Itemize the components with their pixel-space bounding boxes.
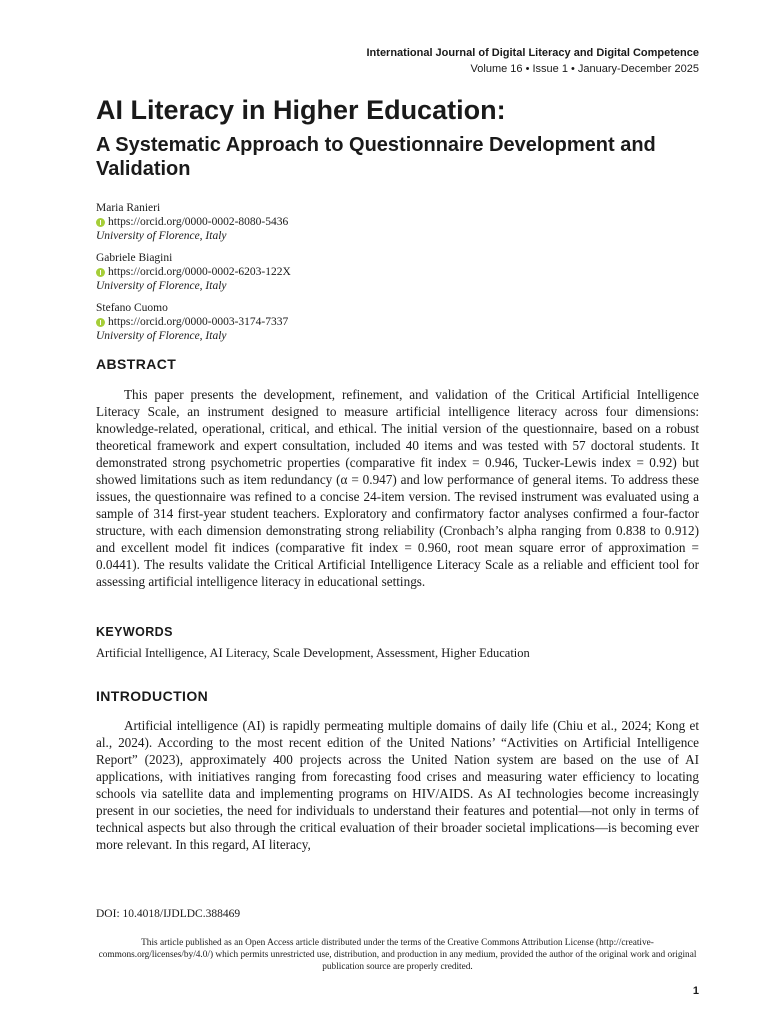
keywords-text: Artificial Intelligence, AI Literacy, Scale Development, Assessment, Higher Education [96,646,530,660]
orcid-row [96,215,496,229]
author-affiliation: University of Florence, Italy [96,230,227,242]
author-name: Stefano Cuomo [96,302,168,314]
author-block [96,251,496,293]
abstract-heading: ABSTRACT [96,356,177,372]
author-affiliation: University of Florence, Italy [96,330,227,342]
orcid-icon [96,218,105,227]
author-name: Gabriele Biagini [96,252,173,264]
orcid-icon [96,318,105,327]
orcid-row [96,265,496,279]
orcid-icon [96,268,105,277]
page-number: 1 [692,985,699,997]
orcid-row [96,315,496,329]
orcid-link[interactable]: https://orcid.org/0000-0003-3174-7337 [108,316,289,328]
article-title: AI Literacy in Higher Education: [96,95,506,125]
introduction-text: Artificial intelligence (AI) is rapidly permeating multiple domains of daily life (Chiu et al., 2024; Kong et al., 2024). According to the most recent edition of the United Nations’ “Activities on Artificial Intelligence Report” (2023), approximately 400 projects across the United Nation system are based on the use of AI applications, with initiatives ranging from forecasting food crises and measuring water efficiency to locating schools via satellite data and implementing programs on HIV/AIDS. As AI technologies become increasingly present in our societies, the need for individuals to understand their features and potential—not only in terms of technical aspects but also through the critical evaluation of their broader societal implications—is becoming ever more relevant. In this regard, AI literacy, [96,718,699,852]
author-list [96,201,496,351]
author-name: Maria Ranieri [96,202,161,214]
license-notice: This article published as an Open Access article distributed under the terms of the Creative Commons Attribution License (http://creative-commons.org/licenses/by/4.0/) which permits unrestricted use, distribution, and production in any medium, provided the author of the original work and original publication source are properly credited. [98,938,697,972]
orcid-link[interactable]: https://orcid.org/0000-0002-8080-5436 [108,216,289,228]
doi[interactable]: DOI: 10.4018/IJDLDC.388469 [96,908,241,920]
journal-name: International Journal of Digital Literacy and Digital Competence [366,47,699,59]
article-subtitle: A Systematic Approach to Questionnaire Development and Validation [96,134,656,180]
orcid-link[interactable]: https://orcid.org/0000-0002-6203-122X [108,266,291,278]
abstract-text: This paper presents the development, refinement, and validation of the Critical Artificial Intelligence Literacy Scale, an instrument designed to measure artificial intelligence literacy across four dimensions: knowledge-related, operational, critical, and ethical. The initial version of the questionnaire, based on a robust theoretical framework and expert consultation, included 40 items and was tested with 57 doctoral students. It demonstrated strong psychometric properties (comparative fit index = 0.946, Tucker-Lewis index = 0.92) but showed limitations such as item redundancy (α = 0.947) and low performance of general items. To address these issues, the questionnaire was refined to a concise 24-item version. The revised instrument was evaluated using a sample of 314 first-year student teachers. Exploratory and confirmatory factor analyses confirmed a four-factor structure, with each dimension demonstrating strong reliability (Cronbach’s alpha ranging from 0.838 to 0.912) and excellent model fit indices (comparative fit index = 0.960, root mean square error of approximation = 0.0441). The results validate the Critical Artificial Intelligence Literacy Scale as a reliable and efficient tool for assessing artificial intelligence literacy in educational settings. [96,387,699,589]
journal-issue: Volume 16 • Issue 1 • January-December 2025 [470,63,699,75]
author-affiliation: University of Florence, Italy [96,280,227,292]
author-block [96,301,496,343]
keywords-heading: KEYWORDS [96,625,173,639]
author-block [96,201,496,243]
introduction-heading: INTRODUCTION [96,688,209,704]
journal-header [367,45,700,77]
